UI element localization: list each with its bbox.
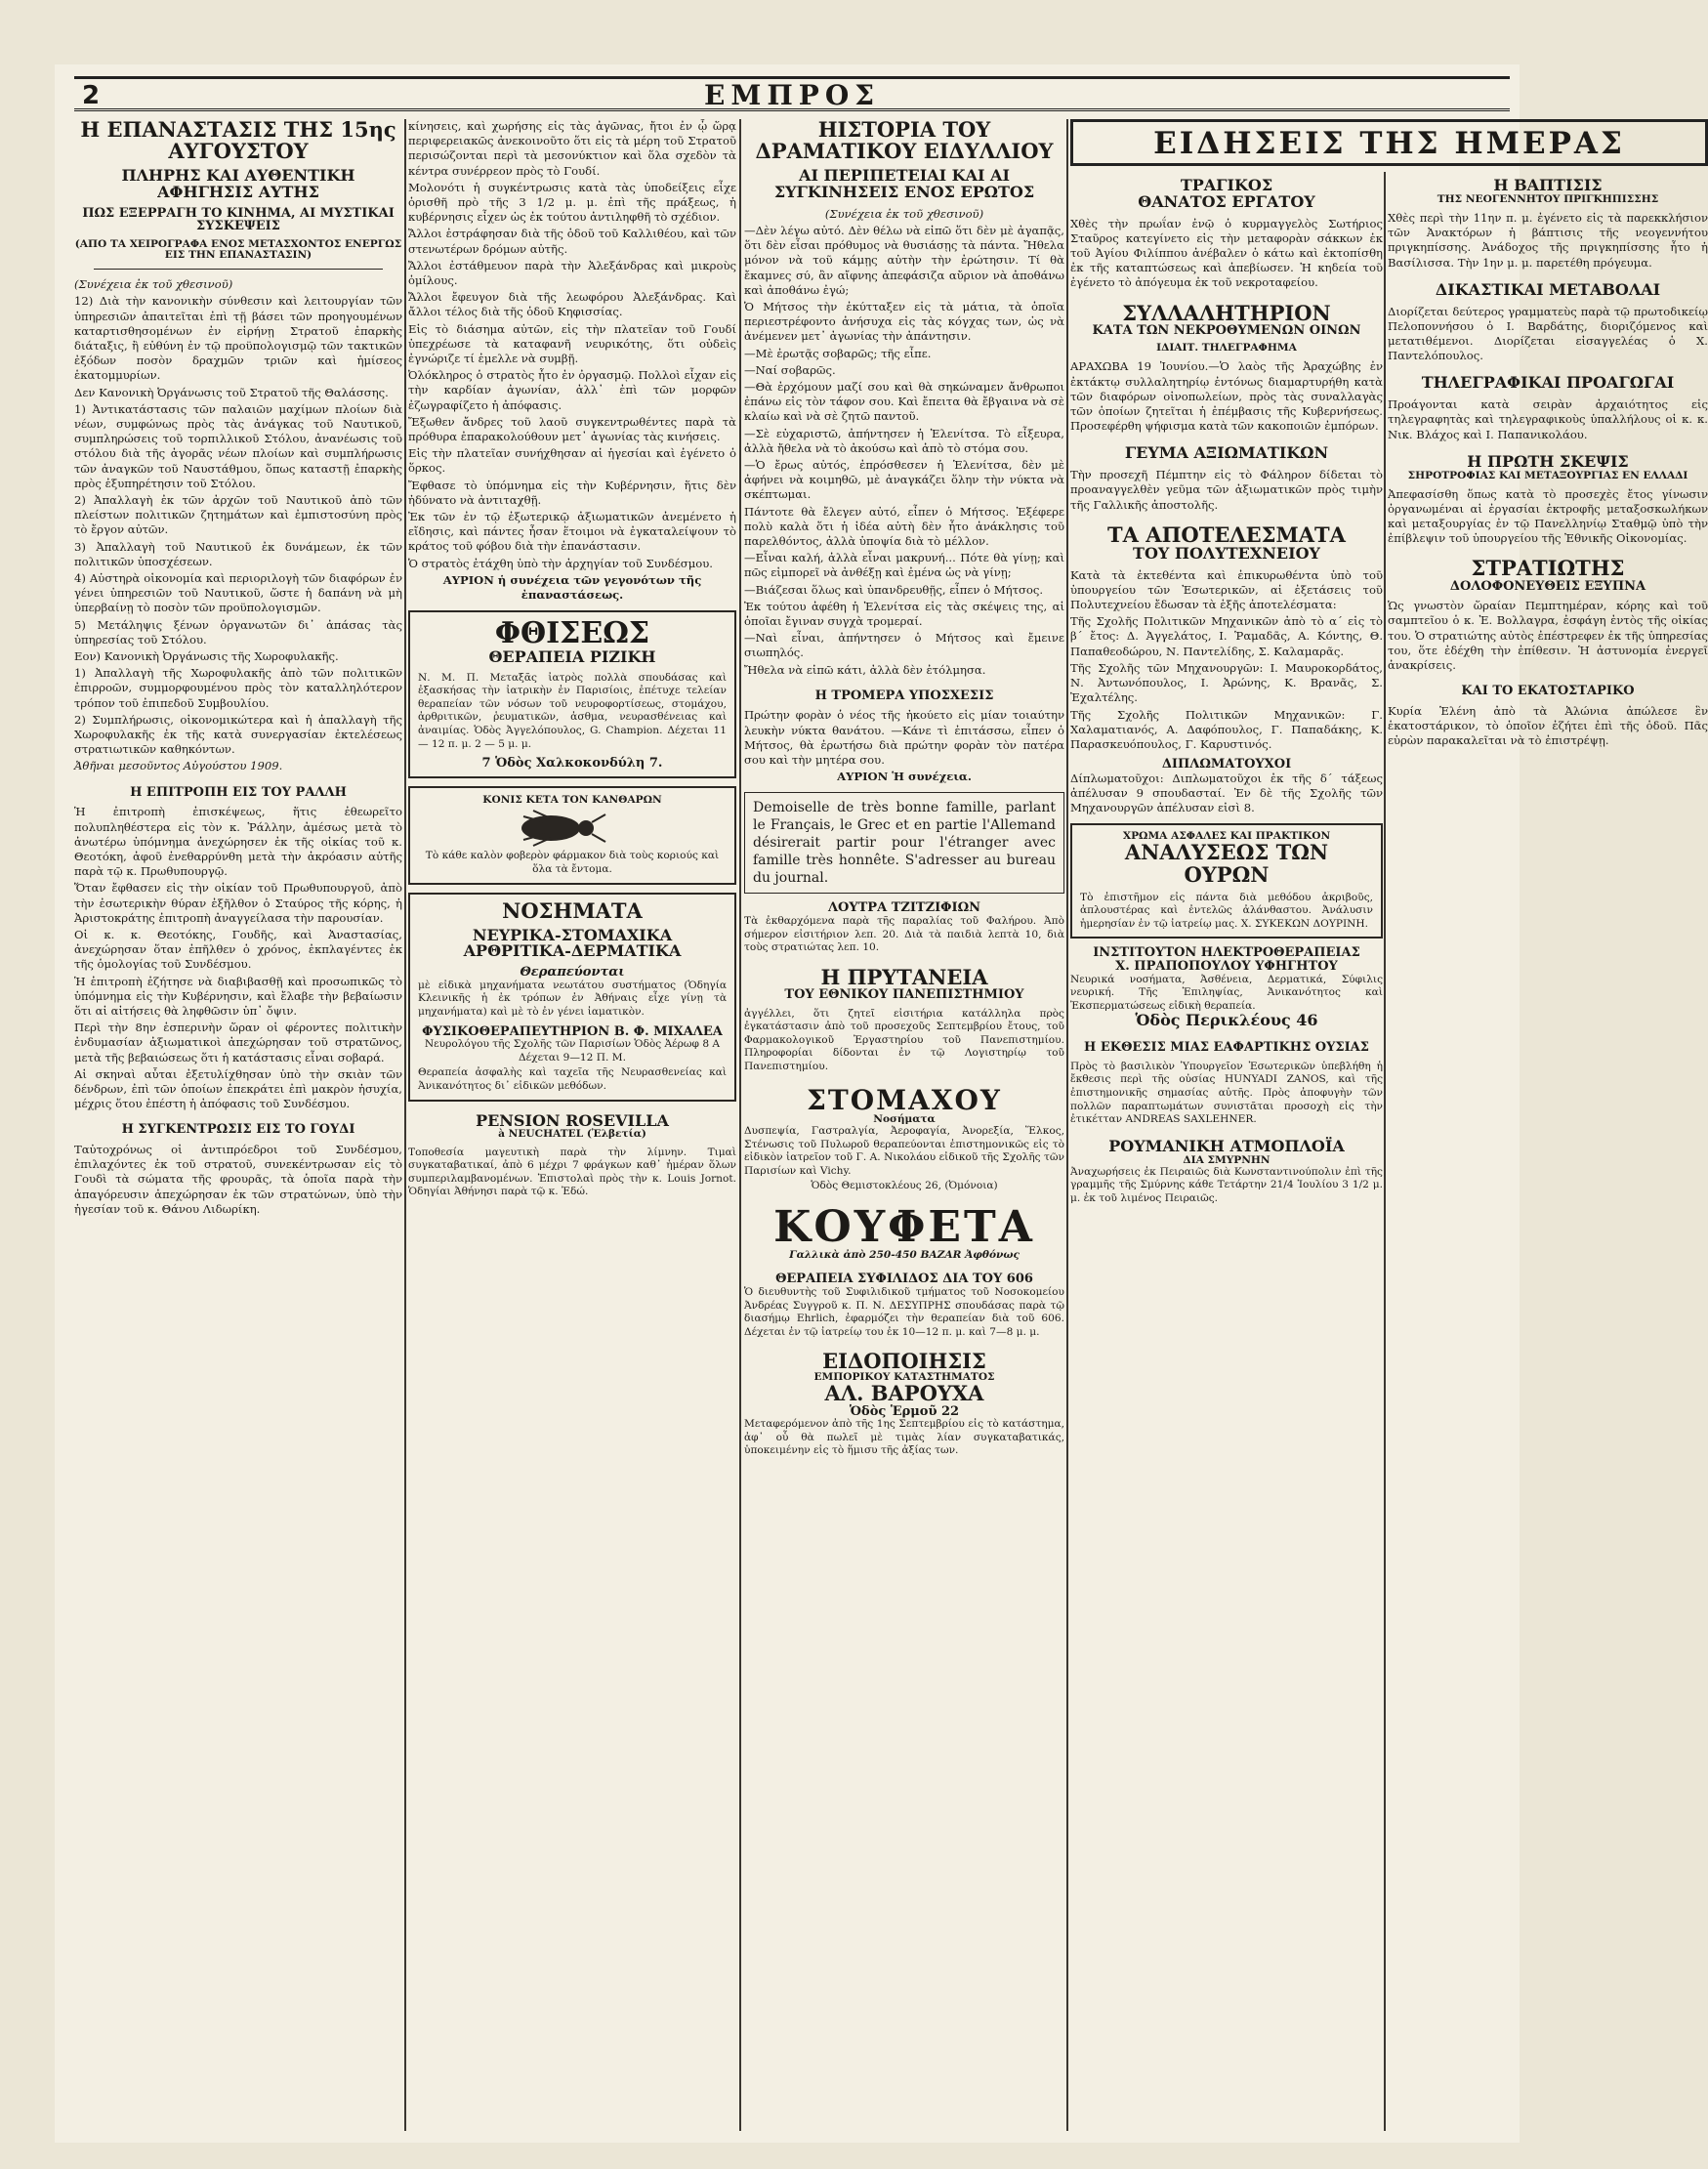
advert-title: ΙΝΣΤΙΤΟΥΤΟΝ ΗΛΕΚΤΡΟΘΕΡΑΠΕΙΑΣ xyxy=(1093,945,1360,961)
article-headline: Η ΕΚΘΕΣΙΣ ΜΙΑΣ ΕΑΦΑΡΤΙΚΗΣ ΟΥΣΙΑΣ xyxy=(1084,1040,1369,1056)
advert-text: Ν. Μ. Π. Μεταξᾶς ἰατρὸς πολλὰ σπουδάσας καὶ ἐξασκήσας τὴν ἰατρικὴν ἐν Παρισίοις, ἐπέτυχε τελείαν θεραπείαν τῶν νόσων τοῦ νευροφορτίσεως, στομάχου, ἀρθριτικῶν, ῥευματικῶν, ἀσθμα, νευρασθένειας καὶ ἀναιμίας. Ὁδὸς Ἀγγελόπουλος, G. Champion. Δέχεται 11 — 12 π. μ. 2 — 5 μ. μ. xyxy=(418,671,727,750)
masthead xyxy=(74,76,1510,111)
article-headline: Η ΕΠΑΝΑΣΤΑΣΙΣ ΤΗΣ 15ης ΑΥΓΟΥΣΤΟΥ xyxy=(80,117,396,164)
article-headline: ΗΙΣΤΟΡΙΑ ΤΟΥ ΔΡΑΜΑΤΙΚΟΥ ΕΙΔΥΛΛΙΟΥ xyxy=(755,117,1054,164)
article-headline: ΣΥΛΛΑΛΗΤΗΡΙΟΝ xyxy=(1122,300,1331,325)
paragraph: —Ὁ ἔρως αὐτός, ἐπρόσθεσεν ἡ Ἑλενίτσα, δὲν μὲ ἀφήνει νὰ κοιμηθῶ, μὲ ἀναγκάζει ὅλην τὴν νύκτα νὰ σκέπτωμαι. xyxy=(744,457,1064,502)
article-headline: ΤΑ ΑΠΟΤΕΛΕΣΜΑΤΑ xyxy=(1107,521,1346,547)
section-heading: ΔΙΠΛΩΜΑΤΟΥΧΟΙ xyxy=(1161,757,1292,772)
column-2 xyxy=(408,119,736,2131)
paragraph: Περὶ τὴν 8ην ἑσπερινὴν ὥραν οἱ φέροντες πολιτικὴν ἐνδυμασίαν ἀξιωματικοὶ ἀπεχώρησαν τοῦ στρατῶνος, μετὰ τῆς βεβαιώσεως ὅτι ἡ κατάστασις εἶναι σοβαρά. xyxy=(74,1021,402,1064)
paragraph: Ὀλόκληρος ὁ στρατὸς ἦτο ἐν ὀργασμῷ. Πολλοὶ εἶχαν εἰς τὴν καρδίαν ἀγωνίαν, ἀλλ᾽ ἐπὶ τῶν μορφῶν ἐζωγραφίζετο ἡ ἀπόφασις. xyxy=(408,368,736,412)
column-5 xyxy=(1388,178,1708,2131)
advert-subtitle: Γαλλικὰ ἀπὸ 250-450 BAZAR Ἀφθόνως xyxy=(789,1249,1020,1262)
section-heading: Η ΣΥΓΚΕΝΤΡΩΣΙΣ ΕΙΣ ΤΟ ΓΟΥΔΙ xyxy=(121,1122,355,1138)
advert-text: Ἀναχωρήσεις ἐκ Πειραιῶς διὰ Κωνσταντινούπολιν ἐπὶ τῆς γραμμῆς τῆς Σμύρνης κάθε Τετάρτην 21/4 Ἰουλίου 3 1/2 μ. μ. ἐκ τοῦ λιμένος Πειραιῶς. xyxy=(1070,1165,1383,1204)
article-subheadline: ΑΙ ΠΕΡΙΠΕΤΕΙΑΙ ΚΑΙ ΑΙ ΣΥΓΚΙΝΗΣΕΙΣ ΕΝΟΣ ΕΡΩΤΟΣ xyxy=(773,166,1035,201)
advert-title: ΑΝΑΛΥΣΕΩΣ ΤΩΝ ΟΥΡΩΝ xyxy=(1124,840,1329,887)
advert-text: ἀγγέλλει, ὅτι ζητεῖ εἰσιτήρια κατάλληλα πρὸς ἐγκατάστασιν ἀπὸ τοῦ προσεχοῦς Σεπτεμβρίου ἔτους, τοῦ Φαρμακολογικοῦ Ἐργαστηρίου τοῦ Πανεπιστημίου. Πληροφορίαι δίδονται ἐν τῷ Λογιστηρίῳ τοῦ Πανεπιστημίου. xyxy=(744,1007,1064,1072)
advert-address: 7 Ὁδὸς Χαλκοκονδύλη 7. xyxy=(481,756,663,772)
paragraph: Χθὲς περὶ τὴν 11ην π. μ. ἐγένετο εἰς τὰ παρεκκλήσιον τῶν Ἀνακτόρων ἡ βάπτισις τῆς νεογεννήτου πριγκηπίσσης. Ἀνάδοχος τῆς πριγκηπίσσης ἦτο ἡ Βασίλισσα. Τὴν 1ην μ. μ. παρετέθη πρόγευμα. xyxy=(1388,210,1708,270)
paragraph: Ἔξωθεν ἄνδρες τοῦ λαοῦ συγκεντρωθέντες παρὰ τὰ πρόθυρα ἐπαρακολούθουν μετ᾽ ἀγωνίας τὰς κινήσεις. xyxy=(408,414,736,444)
paragraph: Ἐκ τῶν ἐν τῷ ἐξωτερικῷ ἀξιωματικῶν ἀνεμένετο ἡ εἴδησις, καὶ πάντες ἦσαν ἕτοιμοι νὰ ἐγκαταλείψουν τὸ κράτος τοῦ φόβου διὰ τὴν ἐπανάστασιν. xyxy=(408,510,736,554)
paragraph: Χθὲς τὴν πρωΐαν ἐνῷ ὁ κυρμαγγελὸς Σωτήριος Σταῦρος κατεγίνετο εἰς τὴν μεταφορὰν σάκκων ἐκ τοῦ Ἀγίου Φιλίππου ἀνέβαλεν ὁ κάτω καὶ ἐκτοπίσθη ἐκ τῆς καταπτώσεως καὶ ἀπεβίωσεν. Ἡ κηδεία τοῦ ἐγένετο τὸ ἀπόγευμα ἐκ τοῦ νεκροταφείου. xyxy=(1070,216,1383,290)
paragraph: Ἄλλοι ἐστράφησαν διὰ τῆς ὁδοῦ τοῦ Καλλιθέου, καὶ τῶν στενωτέρων δρόμων αὐτῆς. xyxy=(408,227,736,256)
paragraph: Προάγονται κατὰ σειρὰν ἀρχαιότητος εἰς τηλεγραφητὰς καὶ τηλεγραφικοὺς ὑπαλλήλους οἱ κ. κ. Νικ. Βλάχος καὶ Ι. Παπανικολάου. xyxy=(1388,397,1708,441)
advert-title: ΡΟΥΜΑΝΙΚΗ ΑΤΜΟΠΛΟΪΑ xyxy=(1108,1136,1345,1155)
paragraph: Διορίζεται δεύτερος γραμματεὺς παρὰ τῷ πρωτοδικείῳ Πελοποννήσου ὁ Ι. Βαρδάτης, διοριζόμενος καὶ μετατιθέμενοι. Διορίζεται εἰσαγγελέας ὁ Χ. Παντελόπουλος. xyxy=(1388,304,1708,363)
advert-title: PENSION ROSEVILLA xyxy=(476,1110,669,1130)
paragraph: Τὴν προσεχῆ Πέμπτην εἰς τὸ Φάληρον δίδεται τὸ προαναγγελθὲν γεῦμα τῶν ἀξιωματικῶν πρὸς τιμὴν τῆς Γαλλικῆς ἀποστολῆς. xyxy=(1070,468,1383,512)
news-of-the-day-banner: ΕΙΔΗΣΕΙΣ ΤΗΣ ΗΜΕΡΑΣ xyxy=(1070,119,1708,166)
article-subheadline: ΠΛΗΡΗΣ ΚΑΙ ΑΥΘΕΝΤΙΚΗ ΑΦΗΓΗΣΙΣ ΑΥΤΗΣ xyxy=(121,166,355,201)
advert-subtitle: ΕΜΠΟΡΙΚΟΥ ΚΑΤΑΣΤΗΜΑΤΟΣ xyxy=(813,1371,995,1384)
advert-urine-analysis xyxy=(1070,823,1383,939)
advert-address: Ὁδὸς Θεμιστοκλέους 26, (Ὀμόνοια) xyxy=(811,1180,998,1192)
section-heading: Η ΤΡΟΜΕΡΑ ΥΠΟΣΧΕΣΙΣ xyxy=(814,688,994,703)
advert-subtitle: à NEUCHATEL (Ἐλβετία) xyxy=(498,1128,646,1141)
advert-text: Νευρικά νοσήματα, Ἀσθένεια, Δερματικά, Σύφιλις νευρική. Τῆς Ἐπιληψίας, Ἀνικανότητος καὶ Ἐκσπερματώσεως εἰδικὴ θεραπεία. xyxy=(1070,973,1383,1012)
paragraph: Ἄλλοι ἔφευγον διὰ τῆς λεωφόρου Ἀλεξάνδρας. Καὶ ἄλλοι τέλος διὰ τῆς ὁδοῦ Κηφισσίας. xyxy=(408,290,736,319)
paragraph: κίνησεις, καὶ χωρήσης εἰς τὰς ἀγῶνας, ἤτοι ἐν ᾧ ὥρᾳ περιφερειακῶς ἀνεκοινοῦτο ὅτι εἰς τὰ μέρη τοῦ Στρατοῦ περισώζονται περὶ τὰ μεσονύκτιον καὶ ὅλα σχεδὸν τὰ κέντρα συνέρρεον πρὸς τὸ Γουδί. xyxy=(408,119,736,178)
paragraph: —Σὲ εὐχαριστῶ, ἀπήντησεν ἡ Ἑλενίτσα. Τὸ εἶξευρα, ἀλλὰ ἤθελα νὰ τὸ ἀκούσω καὶ ἀπὸ τὸ στόμα σου. xyxy=(744,426,1064,455)
column-1 xyxy=(74,119,402,2131)
column-rule xyxy=(1384,172,1386,2131)
paragraph: 3) Ἀπαλλαγὴ τοῦ Ναυτικοῦ ἐκ δυνάμεων, ἐκ τῶν πολιτικῶν ὑποσχέσεων. xyxy=(74,539,402,568)
paragraph: —Εἶναι καλή, ἀλλὰ εἶναι μακρυνή... Πότε θὰ γίνῃ; καὶ πῶς εἰμπορεῖ νὰ ἀνθέξῃ καὶ ἐμένα ὡς νὰ γίνῃ; xyxy=(744,551,1064,580)
paragraph: Ἔφθασε τὸ ὑπόμνημα εἰς τὴν Κυβέρνησιν, ἥτις δὲν ἠδύνατο νὰ ἀντιταχθῇ. xyxy=(408,478,736,507)
dateline: Ἀθῆναι μεσοῦντος Αὐγούστου 1909. xyxy=(74,759,283,773)
column-4 xyxy=(1070,178,1383,2131)
newspaper-title: ΕΜΠΡΟΣ xyxy=(703,79,881,111)
article-subheadline: ΤΗΣ ΝΕΟΓΕΝΝΗΤΟΥ ΠΡΙΓΚΗΠΙΣΣΗΣ xyxy=(1437,192,1659,205)
paragraph: Ἤθελα νὰ εἰπῶ κάτι, ἀλλὰ δὲν ἐτόλμησα. xyxy=(744,662,986,677)
advert-text: Τὰ ἐκθαρχόμενα παρὰ τῆς παραλίας τοῦ Φαλήρου. Ἀπὸ σήμερον εἰσιτήριον λεπ. 20. Διὰ τὰ παιδιὰ λεπτὰ 10, διὰ τοὺς στρατιώτας λεπ. 10. xyxy=(744,915,1064,954)
column-rule xyxy=(739,119,741,2131)
article-headline: ΓΕΥΜΑ ΑΞΙΩΜΑΤΙΚΩΝ xyxy=(1124,443,1329,463)
advert-diseases xyxy=(408,893,736,1102)
article-headline: Η ΠΡΩΤΗ ΣΚΕΨΙΣ xyxy=(1467,451,1629,471)
advert-title: ΝΟΣΗΜΑΤΑ xyxy=(502,897,643,923)
advert-title: ΦΘΙΣΕΩΣ xyxy=(494,616,650,651)
article-source-note: (ΑΠΟ ΤΑ ΧΕΙΡΟΓΡΑΦΑ ΕΝΟΣ ΜΕΤΑΣΧΟΝΤΟΣ ΕΝΕΡΓΩΣ ΕΙΣ ΤΗΝ ΕΠΑΝΑΣΤΑΣΙΝ) xyxy=(74,237,402,262)
advert-name: ΑΛ. ΒΑΡΟΥΧΑ xyxy=(824,1381,984,1406)
paragraph: Ἄλλοι ἐστάθμευον παρὰ τὴν Ἀλεξάνδρας καὶ μικροὺς ὁμίλους. xyxy=(408,258,736,288)
advert-label: Θεραπεύονται xyxy=(520,965,625,980)
paragraph: Τῆς Σχολῆς Πολιτικῶν Μηχανικῶν ἀπὸ τὸ α΄ εἰς τὸ β΄ ἔτος: Δ. Ἀγγελάτος, Ι. Ῥαμαδᾶς, Α. Κόντης, Θ. Παπαθεοδώρου, Ν. Παντελίδης, Σ. Καλαμαρᾶς. xyxy=(1070,614,1383,658)
advert-text: Demoiselle de très bonne famille, parlant le Français, le Grec et en partie l'Allemand désirerait partir pour l'étranger avec famille très honnête. S'adresser au bureau du journal. xyxy=(753,800,1056,887)
article-subheadline: ΚΑΤΑ ΤΩΝ ΝΕΚΡΟΘΥΜΕΝΩΝ ΟΙΝΩΝ xyxy=(1092,322,1361,338)
paragraph: 2) Συμπλήρωσις, οἰκονομικώτερα καὶ ἡ ἀπαλλαγὴ τῆς Χωροφυλακῆς ἐκ τῆς κατὰ συνεργασίαν ἐκτελέσεως στρατιωτικῶν καθηκόντων. xyxy=(74,712,402,757)
paragraph: 12) Διὰ τὴν κανονικὴν σύνθεσιν καὶ λειτουργίαν τῶν ὑπηρεσιῶν ἀπαιτεῖται ἐπὶ τῇ βάσει τῶν προηγουμένων καταρτισθησομένων ἐν εἰρήνῃ Στρατοῦ ἐπαρκὴς διάταξις, ἢ εὐθύνη ἐν τῷ προϋπολογισμῷ τῶν τακτικῶν ἐξόδων ποσὸν δραχμῶν τριῶν καὶ ἡμίσεος ἑκατομμυρίων. xyxy=(74,294,402,383)
paragraph: Ἀπεφασίσθη ὅπως κατὰ τὸ προσεχὲς ἔτος γίνωσιν ὀργανωμέναι αἱ ἐργασίαι ἐκτροφῆς μεταξοσκωλήκων καὶ μεταξουργίας ἐν τῷ Πανελληνίῳ Σταθμῷ ὑπὸ τὴν ἐπίβλεψιν τοῦ ὑπουργείου τῆς Ἐθνικῆς Οἰκονομίας. xyxy=(1388,486,1708,546)
beetle-illustration-icon xyxy=(504,807,641,850)
paragraph: Ὅταν ἔφθασεν εἰς τὴν οἰκίαν τοῦ Πρωθυπουργοῦ, ἀπὸ τὴν ἐσωτερικὴν θύραν ἐξῆλθον ὁ Σταύρος τῆς κόρης, ἡ Ἀριστοκράτης ἐπιτροπὴ ἀναγγείλασα τὴν παρουσίαν. xyxy=(74,881,402,925)
paragraph: —Ναὶ εἶναι, ἀπήντησεν ὁ Μήτσος καὶ ἔμεινε σιωπηλός. xyxy=(744,631,1064,660)
advert-address: Ὁδὸς Ἑρμοῦ 22 xyxy=(849,1403,960,1419)
paragraph: —Βιάζεσαι ὅλως καὶ ὑπανδρευθῇς, εἶπεν ὁ Μήτσος. xyxy=(744,582,1044,597)
article-subheadline: ΠΩΣ ΕΞΕΡΡΑΓΗ ΤΟ ΚΙΝΗΜΑ, ΑΙ ΜΥΣΤΙΚΑΙ ΣΥΣΚΕΨΕΙΣ xyxy=(82,205,395,234)
paragraph: 5) Μετάληψις ξένων ὀργανωτῶν δι᾽ ἀπάσας τὰς ὑπηρεσίας τοῦ Στόλου. xyxy=(74,617,402,647)
advert-phthisis xyxy=(408,610,736,778)
paragraph: Εον) Κανονικὴ Ὀργάνωσις τῆς Χωροφυλακῆς. xyxy=(74,649,339,664)
advert-title: ΚΟΝΙΣ ΚΕΤΑ ΤΟΝ ΚΑΝΘΑΡΩΝ xyxy=(482,793,662,806)
advert-text: Ὁ διευθυντὴς τοῦ Συφιλιδικοῦ τμήματος τοῦ Νοσοκομείου Ἀνδρέας Συγγροῦ κ. Π. Ν. ΔΕΣΥΠΡΗΣ σπουδάσας παρὰ τῷ διασήμῳ Ehrlich, ἐφαρμόζει τὴν θεραπείαν διὰ τοῦ 606. Δέχεται ἐν τῷ ἰατρείῳ του ἐκ 10—12 π. μ. καὶ 7—8 μ. μ. xyxy=(744,1285,1064,1338)
continued-notice: ΑΥΡΙΟΝ ἡ συνέχεια τῶν γεγονότων τῆς ἐπαναστάσεως. xyxy=(442,572,702,603)
article-subheadline: ΤΟΥ ΠΟΛΥΤΕΧΝΕΙΟΥ xyxy=(1133,543,1320,563)
advert-insect-powder xyxy=(408,786,736,885)
article-headline: Η ΒΑΠΤΙΣΙΣ xyxy=(1493,176,1603,194)
advert-address: Νευρολόγου τῆς Σχολῆς τῶν Παρισίων Ὁδὸς Ἀέρωφ 8 Α Δέχεται 9—12 Π. Μ. xyxy=(424,1038,721,1064)
advert-text: Τοποθεσία μαγευτικὴ παρὰ τὴν λίμνην. Τιμαὶ συγκαταβατικαί, ἀπὸ 6 μέχρι 7 φράγκων καθ᾽ ἡμέραν ὅλων συμπεριλαμβανομένων. Ἐπιστολαὶ πρὸς τὴν κ. Louis Jornot. Ὁδηγίαι Ἀθήνησι παρὰ τῷ κ. Ἐδώ. xyxy=(408,1146,736,1198)
paragraph: 1) Ἀντικατάστασις τῶν παλαιῶν μαχίμων πλοίων διὰ νέων, συμφώνως πρὸς τὰς ἀνάγκας τοῦ Ναυτικοῦ, συμπληρώσεις τοῦ τορπιλλικοῦ Στόλου, ἀνανέωσις τοῦ στόλου διὰ τῆς ἀγορᾶς νέων πλοίων καὶ συμπλήρωσις τῶν ἀναγκῶν τοῦ Ναυστάθμου, ὅπως καταστῇ ἐπαρκὴς πρὸς ἐξυπηρέτησιν τοῦ Στόλου. xyxy=(74,401,402,490)
advert-subtitle: ΤΟΥ ΕΘΝΙΚΟΥ ΠΑΝΕΠΙΣΤΗΜΙΟΥ xyxy=(784,986,1024,1002)
article-headline: ΣΤΡΑΤΙΩΤΗΣ xyxy=(1471,556,1625,581)
advert-title: ΘΕΡΑΠΕΙΑ ΣΥΦΙΛΙΔΟΣ ΔΙΑ ΤΟΥ 606 xyxy=(775,1272,1033,1287)
advert-subtitle: ΑΡΘΡΙΤΙΚΑ-ΔΕΡΜΑΤΙΚΑ xyxy=(463,941,682,961)
advert-label: ΧΡΩΜΑ ΑΣΦΑΛΕΣ ΚΑΙ ΠΡΑΚΤΙΚΟΝ xyxy=(1122,830,1331,843)
paragraph: Τῆς Σχολῆς τῶν Μηχανουργῶν: Ι. Μαυροκορδάτος, Ν. Ἀντωνόπουλος, Ι. Ἀρώνης, Κ. Βρανᾶς, Σ. Ἐχαλτέλης. xyxy=(1070,660,1383,705)
article-subheadline: ΘΑΝΑΤΟΣ ΕΡΓΑΤΟΥ xyxy=(1138,191,1315,211)
advert-subtitle: ΘΕΡΑΠΕΙΑ ΡΙΖΙΚΗ xyxy=(488,647,656,666)
page-number: 2 xyxy=(82,81,101,110)
advert-text: Μεταφερόμενον ἀπὸ τῆς 1ης Σεπτεμβρίου εἰς τὸ κατάστημα, ἀφ᾽ οὗ θὰ πωλεῖ μὲ τιμὰς λίαν συγκαταβατικάς, ὑποκειμένην εἰς τὸ ἥμισυ τῆς ἀξίας των. xyxy=(744,1418,1064,1457)
paragraph: Κυρία Ἑλένη ἀπὸ τὰ Ἀλώνια ἀπώλεσε ἓν ἑκατοστάρικον, τὸ ὁποῖον ἐζήτει ἐπὶ τῆς ὁδοῦ. Πᾶς εὑρὼν παρακαλεῖται νὰ τὸ ἐπιστρέψῃ. xyxy=(1388,703,1708,748)
paragraph: Ἡ ἐπιτροπὴ ἐζήτησε νὰ διαβιβασθῇ καὶ προσωπικῶς τὸ ὑπόμνημα εἰς τὴν Κυβέρνησιν, καὶ ἔλαβε τὴν βεβαίωσιν ὅτι αἱ αἰτήσεις θὰ ληφθῶσιν ὑπ᾽ ὄψιν. xyxy=(74,974,402,1018)
paragraph: Ὁ Μήτσος τὴν ἐκύτταξεν εἰς τὰ μάτια, τὰ ὁποῖα περιεστρέφοντο ἀνήσυχα εἰς τὰς κόγχας των, ὡς νὰ ἀνέμενεν μετ᾽ ἀγωνίας τὴν ἀπάντησιν. xyxy=(744,299,1064,344)
column-rule xyxy=(1066,119,1068,2131)
advert-subtitle: ΝΕΥΡΙΚΑ-ΣΤΟΜΑΧΙΚΑ xyxy=(472,925,673,944)
paragraph: Εἰς τὴν πλατεῖαν συνήχθησαν αἱ ἡγεσίαι καὶ ἐγένετο ὁ ὅρκος. xyxy=(408,446,736,476)
advert-title: ΕΙΔΟΠΟΙΗΣΙΣ xyxy=(822,1349,986,1374)
advert-name: Χ. ΠΡΑΠΟΠΟΥΛΟΥ ΥΦΗΓΗΤΟΥ xyxy=(1115,958,1338,974)
paragraph: Ὡς γνωστὸν ὥραίαν Πεμπτημέραν, κόρης καὶ τοῦ σαμπτεῖου ὁ κ. Ἐ. Βολλαγρα, ἐσφάγη ἐντὸς τῆς οἰκίας του. Ὁ στρατιώτης αὐτὸς ἐπέστρεφεν ἐκ τῆς ὑπηρεσίας του, ὅτε ἐδέχθη τὴν ἐπίθεσιν. Ἡ ἀστυνομία ἐνεργεῖ ἀνακρίσεις. xyxy=(1388,599,1708,672)
advert-name: ΦΥΣΙΚΟΘΕΡΑΠΕΥΤΗΡΙΟΝ Β. Φ. ΜΙΧΑΛΕΑ xyxy=(422,1023,723,1039)
divider xyxy=(94,269,383,270)
paragraph: Τῆς Σχολῆς Πολιτικῶν Μηχανικῶν: Γ. Χαλαματιανός, Α. Δαφόπουλος, Γ. Παπαδάκης, Κ. Παρασκευόπουλος, Γ. Καρυστινός. xyxy=(1070,707,1383,751)
paragraph: 4) Αὐστηρὰ οἰκονομία καὶ περιοριλογὴ τῶν διαφόρων ἐν γένει ὑπηρεσιῶν τοῦ Ναυτικοῦ, ὥστε ἡ δαπάνη νὰ μὴ ὑπερβαίνῃ τὸ ποσὸν τῶν προϋπολογισμῶν. xyxy=(74,571,402,615)
paragraph: —Μὲ ἐρωτᾷς σοβαρῶς; τῆς εἶπε. xyxy=(744,346,932,360)
paragraph: Ἡ ἐπιτροπὴ ἐπισκέψεως, ἥτις ἐθεωρεῖτο πολυπληθέστερα εἰς τὸν κ. Ῥάλλην, ἀμέσως μετὰ τὸ ἀνωτέρω ὑπόμνημα ἀνεχώρησεν ἐκ τῆς οἰκίας τοῦ κ. Θεοτόκη, ἀφοῦ ἐνεθαρρύνθη μετὰ τὴν ἀκρόασιν αὐτῆς παρὰ τῷ κ. Πρωθυπουργῷ. xyxy=(74,805,402,879)
advert-text: Δυσπεψία, Γαστραλγία, Ἀεροφαγία, Ἀνορεξία, Ἕλκος, Στένωσις τοῦ Πυλωροῦ θεραπεύονται ἐπιστημονικῶς εἰς τὸ εἰδικὸν ἰατρεῖον τοῦ Γ. Α. Νικολάου εἰδικοῦ τῆς Σχολῆς τῶν Παρισίων καὶ Vichy. xyxy=(744,1125,1064,1177)
advert-title: ΣΤΟΜΑΧΟΥ xyxy=(807,1083,1002,1116)
paragraph: Δεν Κανονικὴ Ὀργάνωσις τοῦ Στρατοῦ τῆς Θαλάσσης. xyxy=(74,385,389,399)
paragraph: Ὁ στρατὸς ἐτάχθη ὑπὸ τὴν ἀρχηγίαν τοῦ Συνδέσμου. xyxy=(408,556,713,570)
section-heading: Η ΕΠΙΤΡΟΠΗ ΕΙΣ ΤΟΥ ΡΑΛΛΗ xyxy=(130,784,347,800)
paragraph: —Ναί σοβαρῶς. xyxy=(744,362,836,377)
advert-french-demoiselle xyxy=(744,792,1064,894)
article-headline: ΤΡΑΓΙΚΟΣ xyxy=(1180,176,1273,194)
paragraph: Ἐκ τούτου ἀφέθη ἡ Ἑλενίτσα εἰς τὰς σκέψεις της, αἱ ὁποῖαι ἔγιναν συγχὰ τρομεραί. xyxy=(744,599,1064,628)
paragraph: Μολονότι ἡ συγκέντρωσις κατὰ τὰς ὑποδείξεις εἶχε ὁρισθῆ πρὸ τῆς 3 1/2 μ. μ. ἐπὶ τῆς πράξεως, ἡ κυβέρνησις εἶχεν ὡς ἐκ τούτου ἀντιληφθῆ τὸ σχέδιον. xyxy=(408,180,736,225)
article-headline: ΤΗΛΕΓΡΑΦΙΚΑΙ ΠΡΟΑΓΩΓΑΙ xyxy=(1421,373,1675,393)
advert-address: Ὁδὸς Περικλέους 46 xyxy=(1135,1011,1318,1030)
column-3 xyxy=(744,119,1064,2131)
paragraph: —Θὰ ἐρχόμουν μαζί σου καὶ θὰ σηκώναμεν ἄνθρωποι ἐπάνω εἰς τὸν τάφον σου. Καὶ ἔπειτα θὰ ἔβγαινα νὰ σὲ κλαίω καὶ νὰ σὲ ζητῶ παντοῦ. xyxy=(744,379,1064,424)
paragraph: —Δὲν λέγω αὐτό. Δὲν θέλω νὰ εἰπῶ ὅτι δὲν μὲ ἀγαπᾷς, ὅτι δὲν εἶσαι πρόθυμος νὰ θυσιάσῃς τὰ πάντα. Ἤθελα μόνον νὰ τοῦ κάμῃς αὐτὴν τὴν ἐρώτησιν. Τί θὰ ἔκαμνες σύ, ἂν αἴφνης ἀπεφάσιζα αὔριον νὰ ἀποθάνω καὶ ἀποθάνω ἐγώ; xyxy=(744,223,1064,297)
column-rule xyxy=(404,119,406,2131)
continuation-note: (Συνέχεια ἐκ τοῦ χθεσινοῦ) xyxy=(824,206,984,221)
continuation-note: (Συνέχεια ἐκ τοῦ χθεσινοῦ) xyxy=(74,277,233,292)
advert-text: Τὸ κάθε καλὸν φοβερὸν φάρμακον διὰ τοὺς κοριούς καὶ ὅλα τὰ ἔντομα. xyxy=(425,850,720,875)
article-headline: ΚΑΙ ΤΟ ΕΚΑΤΟΣΤΑΡΙΚΟ xyxy=(1461,684,1635,699)
article-subheadline: ΔΟΛΟΦΟΝΕΥΘΕΙΣ ΕΞΥΠΝΑ xyxy=(1449,578,1646,594)
advert-title: Η ΠΡΥΤΑΝΕΙΑ xyxy=(820,964,988,989)
advert-subtitle: ΔΙΑ ΣΜΥΡΝΗΝ xyxy=(1183,1153,1271,1166)
paragraph: Κατὰ τὰ ἐκτεθέντα καὶ ἐπικυρωθέντα ὑπὸ τοῦ ὑπουργείου τῶν Ἐσωτερικῶν, αἱ ἐξετάσεις τοῦ Πολυτεχνείου ἔδωσαν τὰ ἑξῆς ἀποτελέσματα: xyxy=(1070,567,1383,612)
article-headline: ΔΙΚΑΣΤΙΚΑΙ ΜΕΤΑΒΟΛΑΙ xyxy=(1435,279,1661,299)
advert-text: Τὸ ἐπιστῆμον εἰς πάντα διὰ μεθόδου ἀκριβοῦς, ἀπλουστέρας καὶ ἐντελῶς ἀλάνθαστου. Ἀνάλυσιν ἡμερησίαν ἐν τῷ ἰατρείῳ μας. Χ. ΣΥΚΕΚΩΝ ΔΟΥΡΙΝΗ. xyxy=(1080,891,1373,930)
paragraph: 2) Ἀπαλλαγὴ ἐκ τῶν ἀρχῶν τοῦ Ναυτικοῦ ἀπὸ τῶν πλείστων πολιτικῶν ζητημάτων καὶ ἐμπιστοσύνη πρὸς τὸ ἔργον αὐτῶν. xyxy=(74,493,402,537)
advert-title: ΚΟΥΦΕΤΑ xyxy=(773,1201,1035,1252)
continued-notice: ΑΥΡΙΟΝ Ἡ συνέχεια. xyxy=(837,770,972,784)
paragraph: Ταὐτοχρόνως οἱ ἀντιπρόεδροι τοῦ Συνδέσμου, ἐπιλαχόντες ἐκ τοῦ στρατοῦ, συνεκέντρωσαν εἰς τὸ Γουδὶ τὰ σώματα τῆς φρουρᾶς, τὰ ὁποῖα παρὰ τὴν ἀπαγόρευσιν ἀπεχώρησαν ἐκ τῶν στρατώνων, ὑπὸ τὴν ἡγεσίαν τοῦ κ. Θάνου Λιδωρίκη. xyxy=(74,1143,402,1216)
paragraph: ΑΡΑΧΩΒΑ 19 Ἰουνίου.—Ὁ λαὸς τῆς Ἀραχώβης ἐν ἐκτάκτῳ συλλαλητηρίῳ ἐντόνως διαμαρτυρήθη κατὰ τῶν διαφόρων οἰνοπωλείων, πρὸς τὰς συναλλαγὰς τῶν ὁποίων ζητεῖται ἡ ἐπέμβασις τῆς Κυβερνήσεως. Προσεφέρθη ψήφισμα κατὰ τῶν κακοποιῶν ἐμπόρων. xyxy=(1070,359,1383,434)
paragraph: Πάντοτε θὰ ἔλεγεν αὐτό, εἶπεν ὁ Μήτσος. Ἐξέφερε πολὺ καλὰ ὅτι ἡ ἰδέα αὐτὴ δὲν ἦτο ἀνάκλησις τοῦ παρελθόντος, ἀλλὰ ὑποψία διὰ τὸ μέλλον. xyxy=(744,504,1064,548)
paragraph: Οἱ κ. κ. Θεοτόκης, Γουδῆς, καὶ Ἀναστασίας, ἀνεχώρησαν ὅταν ἐπῆλθεν ὁ χρόνος, ἐκπλαγέντες ἐκ τῆς ὁμολογίας τοῦ Συνδέσμου. xyxy=(74,927,402,972)
paragraph: Πρὸς τὸ βασιλικὸν Ὑπουργεῖον Ἐσωτερικῶν ὑπεβλήθη ἡ ἔκθεσις περὶ τῆς οὐσίας HUNYADI ZANOS, καὶ τῆς ἐπιστημονικῆς σημασίας αὐτῆς. Πρὸς ἀποφυγὴν τῶν πολλῶν παραπτωμάτων συνιστᾶται προσοχὴ εἰς τὴν ἐτικέτταν ANDREAS SAXLEHNER. xyxy=(1070,1060,1383,1126)
advert-title: ΛΟΥΤΡΑ ΤΖΙΤΖΙΦΙΩΝ xyxy=(827,900,981,916)
paragraph: Εἰς τὸ διάσημα αὐτῶν, εἰς τὴν πλατεῖαν τοῦ Γουδί ὑπεχρέωσε τὰ καταφανῆ νευρικότης, ὅτι οὐδεὶς ἐγνώριζε τί ἐμελλε νὰ συμβῇ. xyxy=(408,321,736,366)
paragraph: Πρώτην φορὰν ὁ νέος τῆς ἠκούετο εἰς μίαν τοιαύτην λευκὴν νύκτα θανάτου. —Κάνε τὶ ἐπιτάσσω, εἶπεν ὁ Μήτσος, θὰ ἐρωτήσω διὰ πρώτην φορὰν τὸν πατέρα σου καὶ τὴν μητέρα σου. xyxy=(744,708,1064,768)
telegram-label: ΙΔΙΑΙΤ. ΤΗΛΕΓΡΑΦΗΜΑ xyxy=(1156,342,1297,355)
paragraph: 1) Ἀπαλλαγὴ τῆς Χωροφυλακῆς ἀπὸ τῶν πολιτικῶν ἐπιρροῶν, συμμορφουμένου πρὸς τὸν καταλληλότερον τρόπον τοῦ ἐπιπεδοῦ Συμβουλίου. xyxy=(74,666,402,710)
advert-subtitle: Νοσήματα xyxy=(873,1112,936,1125)
advert-text: Θεραπεία ἀσφαλὴς καὶ ταχεῖα τῆς Νευρασθενείας καὶ Ἀνικανότητος δι᾽ εἰδικῶν μεθόδων. xyxy=(418,1066,727,1093)
paragraph: Αἱ σκηναὶ αὗται ἐξετυλίχθησαν ὑπὸ τὴν σκιὰν τῶν δένδρων, ἐπὶ τῶν ὁποίων ἐπεκράτει ἐπὶ μακρὸν ἡσυχία, μέχρις ὅτου ἐπέστη ἡ ἀπόφασις τοῦ Συνδέσμου. xyxy=(74,1066,402,1111)
paragraph: Δίπλωματοῦχοι: Διπλωματοῦχοι ἐκ τῆς δ΄ τάξεως ἀπέλυσαν 9 σπουδασταί. Ἐν δὲ τῆς Σχολῆς τῶν Μηχανουργῶν ἀπέλυσαν εἰσὶ 8. xyxy=(1070,771,1383,815)
advert-text: μὲ εἰδικὰ μηχανήματα νεωτάτου συστήματος (Ὁδηγία Κλεινικῆς ἡ ἐκ τρόπων ἐν Ἀθήναις εἶχε γίνῃ τὰ μηχανήματα) καὶ μὲ τὸ ἐν γένει ἰαματικὸν. xyxy=(418,979,727,1019)
article-subheadline: ΣΗΡΟΤΡΟΦΙΑΣ ΚΑΙ ΜΕΤΑΞΟΥΡΓΙΑΣ ΕΝ ΕΛΛΑΔΙ xyxy=(1407,469,1688,481)
